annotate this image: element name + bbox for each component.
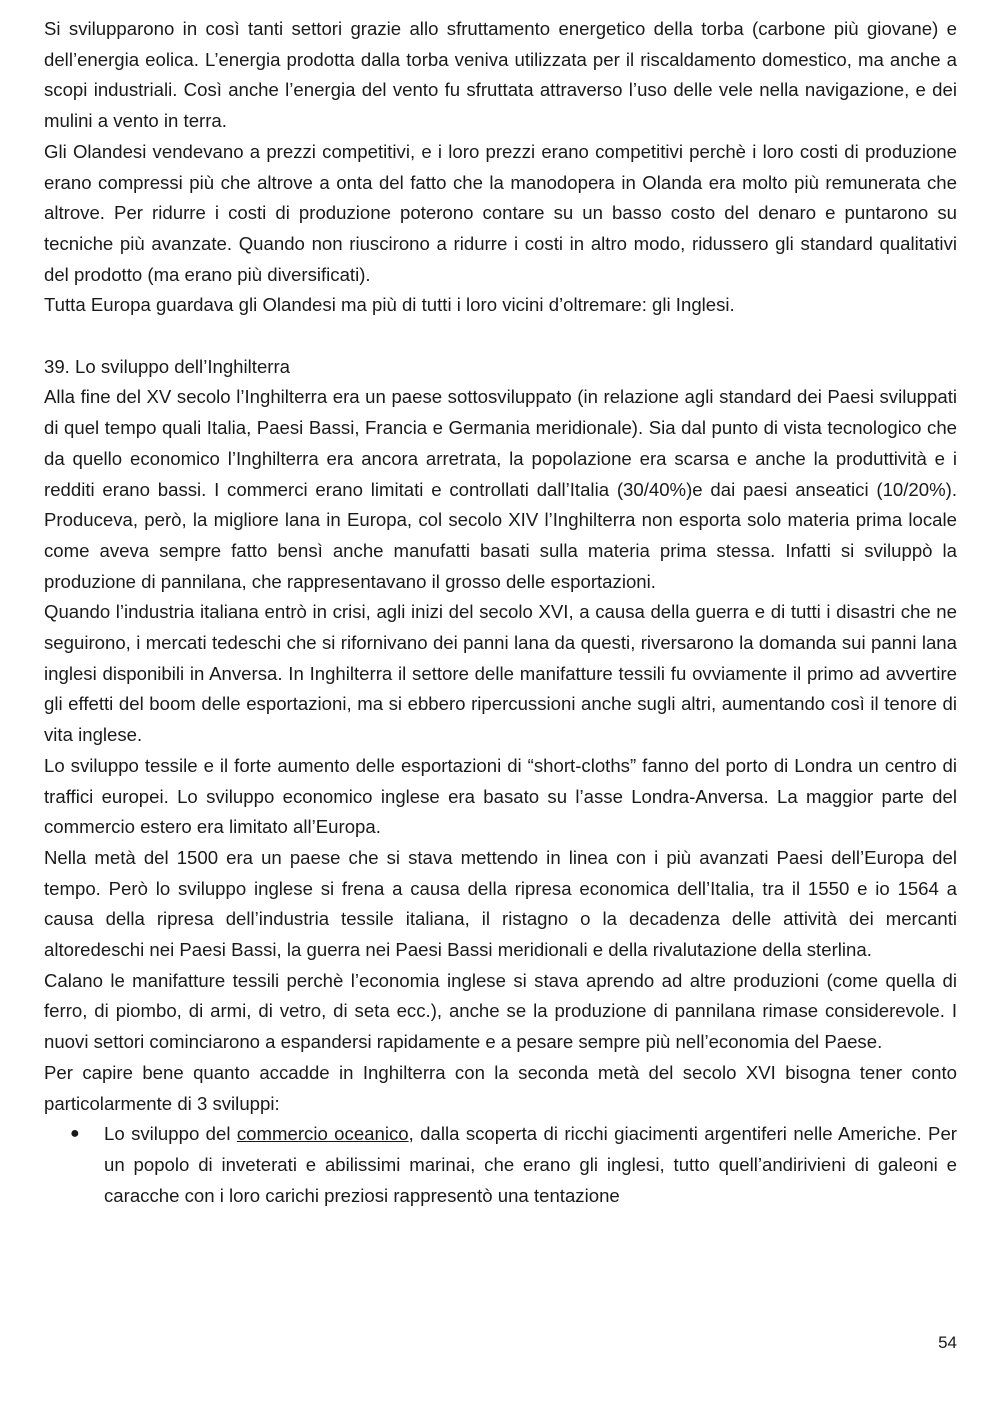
body-paragraph: Per capire bene quanto accadde in Inghilterra con la seconda metà del secolo XVI bisogna tener conto particolarmente di 3 sviluppi: — [44, 1061, 957, 1114]
bullet-dot-icon: ● — [70, 1125, 80, 1143]
body-paragraph: Calano le manifatture tessili perchè l’economia inglese si stava aprendo ad altre produzioni (come quella di ferro, di piombo, di armi, di vetro, di seta ecc.), anche se la produzione di pannilana rimase considerevole. I nuovi settori cominciarono a espandersi rapidamente e a pesare sempre più nell’economia del Paese. — [44, 969, 957, 1053]
list-item — [44, 1119, 957, 1211]
body-paragraph: Nella metà del 1500 era un paese che si stava mettendo in linea con i più avanzati Paesi dell’Europa del tempo. Però lo sviluppo inglese si frena a causa della ripresa economica dell’Italia, tra il 1550 e io 1564 a causa della ripresa dell’industria tessile italiana, il ristagno o la decadenza delle attività dei mercanti altoredeschi nei Paesi Bassi, la guerra nei Paesi Bassi meridionali e della rivalutazione della sterlina. — [44, 846, 957, 961]
paragraph-spacer — [44, 321, 957, 352]
body-paragraph: Gli Olandesi vendevano a prezzi competitivi, e i loro prezzi erano competitivi perchè i loro costi di produzione erano compressi più che altrove a onta del fatto che la manodopera in Olanda era molto più remunerata che altrove. Per ridurre i costi di produzione poterono contare su un basso costo del denaro e puntarono su tecniche più avanzate. Quando non riuscirono a ridurre i costi in altro modo, ridussero gli standard qualitativi del prodotto (ma erano più diversificati). — [44, 140, 957, 285]
body-paragraph: Lo sviluppo tessile e il forte aumento delle esportazioni di “short-cloths” fanno del porto di Londra un centro di traffici europei. Lo sviluppo economico inglese era basato su l’asse Londra-Anversa. La maggior parte del commercio estero era limitato all’Europa. — [44, 754, 957, 838]
document-page — [44, 14, 957, 1211]
underlined-term: commercio oceanico — [236, 1123, 409, 1145]
body-paragraph: Si svilupparono in così tanti settori grazie allo sfruttamento energetico della torba (carbone più giovane) e dell’energia eolica. L’energia prodotta dalla torba veniva utilizzata per il riscaldamento domestico, ma anche a scopi industriali. Così anche l’energia del vento fu sfruttata attraverso l’uso delle vele nella navigazione, e dei mulini a vento in terra. — [44, 18, 957, 132]
bullet-text-rest: , dalla scoperta di ricchi giacimenti argentiferi nelle Americhe. Per un popolo di inveterati e abilissimi marinai, che erano gli inglesi, tutto quell’andirivieni di galeoni e caracche con i loro carichi preziosi rappresentò una tentazione — [104, 1123, 957, 1206]
bullet-list — [44, 1119, 957, 1211]
body-paragraph: Alla fine del XV secolo l’Inghilterra era un paese sottosviluppato (in relazione agli standard dei Paesi sviluppati di quel tempo quali Italia, Paesi Bassi, Francia e Germania meridionale). Sia dal punto di vista tecnologico che da quello economico l’Inghilterra era ancora arretrata, la popolazione era scarsa e anche la produttività e i redditi erano bassi. I commerci erano limitati e controllati dall’Italia (30/40%)e dai paesi anseatici (10/20%). Produceva, però, la migliore lana in Europa, col secolo XIV l’Inghilterra non esporta solo materia prima locale come aveva sempre fatto bensì anche manufatti basati sulla materia prima stessa. Infatti si sviluppò la produzione di pannilana, che rappresentavano il grosso delle esportazioni. — [44, 386, 957, 592]
page-number: 54 — [938, 1333, 957, 1352]
section-heading: 39. Lo sviluppo dell’Inghilterra — [44, 355, 291, 377]
bullet-text-prefix: Lo sviluppo del — [104, 1123, 237, 1145]
body-paragraph: Quando l’industria italiana entrò in crisi, agli inizi del secolo XVI, a causa della guerra e di tutti i disastri che ne seguirono, i mercati tedeschi che si rifornivano dei panni lana da questi, riversarono la domanda sui panni lana inglesi disponibili in Anversa. In Inghilterra il settore delle manifatture tessili fu ovviamente il primo ad avvertire gli effetti del boom delle esportazioni, ma si ebbero ripercussioni anche sugli altri, aumentando così il tenore di vita inglese. — [44, 601, 957, 746]
body-paragraph: Tutta Europa guardava gli Olandesi ma più di tutti i loro vicini d’oltremare: gli Inglesi. — [44, 294, 735, 316]
